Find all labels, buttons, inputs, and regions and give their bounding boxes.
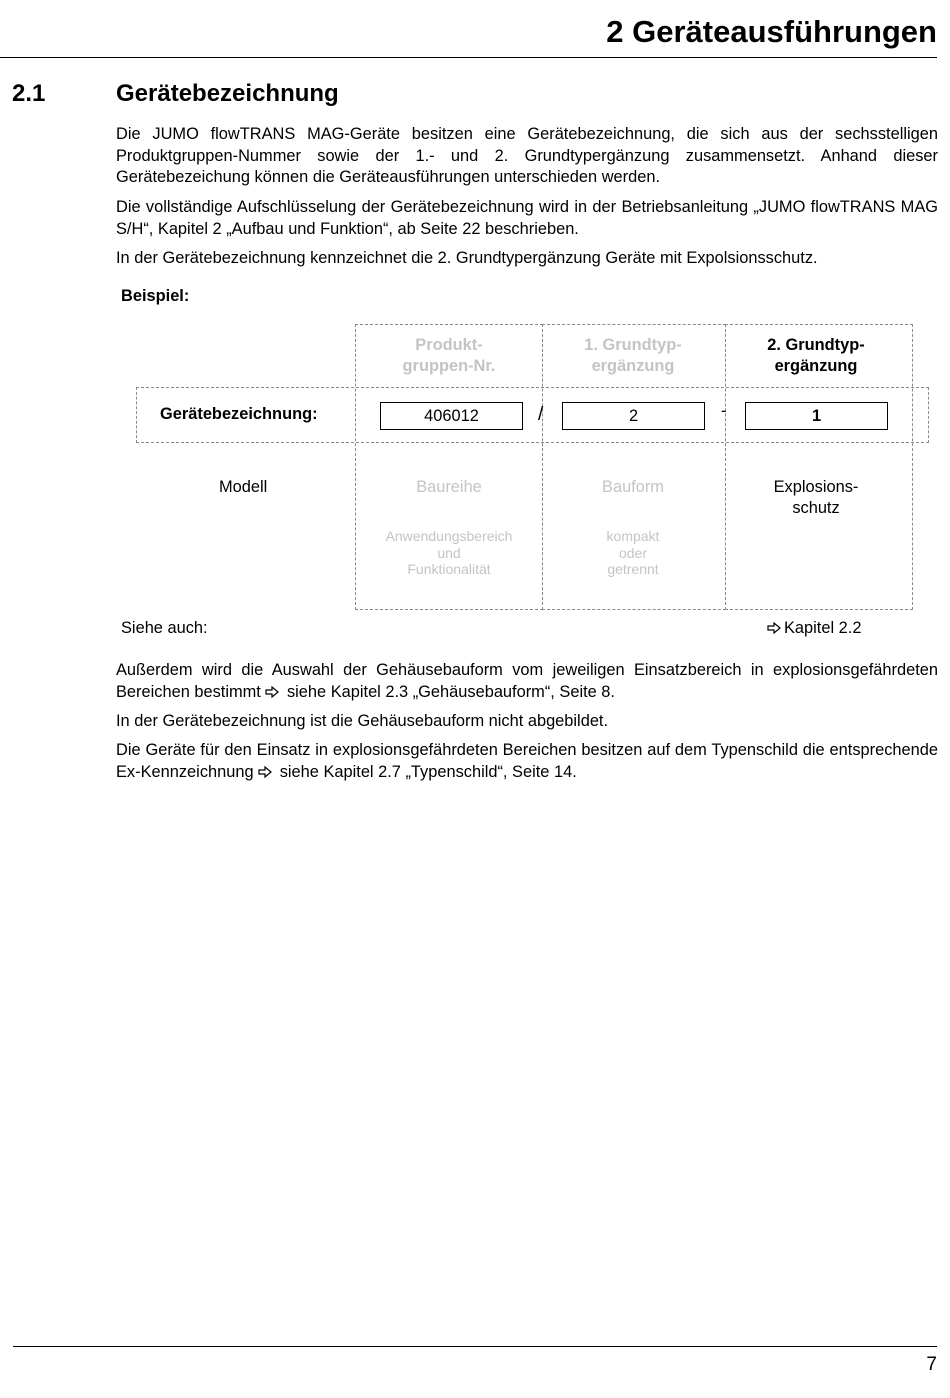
section-title: Gerätebezeichnung (116, 80, 339, 107)
paragraph-reference: Die vollständige Aufschlüsselung der Gerätebezeichnung wird in der Betriebsanleitung „JUMO flowTRANS MAG S/H“, Kapitel 2 „Aufbau und Funktion“, ab Seite 22 beschrieben. (116, 198, 938, 238)
paragraph-text: Die Geräte für den Einsatz in explosionsgefährdeten Bereichen besitzen auf dem Typenschild die entsprechende Ex-Kennzeichnung (116, 741, 938, 781)
detail-line: Anwendungsbereich (385, 528, 513, 544)
paragraph-text: Außerdem wird die Auswahl der Gehäusebauform vom jeweiligen Einsatzbereich in explosionsgefährdeten Bereichen bestimmt (116, 661, 938, 701)
detail-line: Funktionalität (407, 561, 491, 577)
column-head-type-1 (542, 335, 724, 377)
cross-reference-link[interactable]: siehe Kapitel 2.7 „Typenschild“, Seite 14. (279, 762, 577, 781)
detail-line: getrennt (607, 561, 659, 577)
hollow-right-arrow-icon (258, 763, 272, 785)
cross-reference-link[interactable]: siehe Kapitel 2.3 „Gehäusebauform“, Seite 8. (286, 682, 615, 701)
meaning-line: schutz (792, 498, 840, 517)
chapter-title: 2 Geräteausführungen (606, 14, 937, 49)
value-box-type-2: 1 (745, 402, 888, 430)
meaning-series: Baureihe (416, 478, 482, 496)
model-label: Modell (219, 478, 268, 496)
column-head-product-group (356, 335, 542, 377)
see-also-link[interactable] (767, 619, 861, 639)
meaning-line: Explosions- (773, 478, 859, 496)
detail-line: kompakt (606, 528, 660, 544)
paragraph-explosion-protection: In der Gerätebezeichnung kennzeichnet die 2. Grundtypergänzung Geräte mit Expolsionsschutz. (116, 249, 818, 267)
separator-dash: - (721, 402, 727, 420)
paragraph-intro: Die JUMO flowTRANS MAG-Geräte besitzen eine Gerätebezeichnung, die sich aus der sechsstelligen Produktgruppen-Nummer sowie der 1.- und 2. Grundtypergänzung zusammensetzt. Anhand dieser Gerätebezeichung können die Geräteausführungen unterschieden werden. (116, 125, 938, 186)
value-box-type-1: 2 (562, 402, 705, 430)
designation-label: Gerätebezeichnung: (160, 405, 318, 423)
see-also-label: Siehe auch: (121, 619, 208, 637)
column-head-type-2 (726, 335, 906, 377)
paragraph-housing-not-shown: In der Gerätebezeichnung ist die Gehäusebauform nicht abgebildet. (116, 712, 609, 730)
column-head-line: Produkt- (415, 336, 483, 354)
detail-line: oder (618, 544, 648, 561)
meaning-design: Bauform (602, 478, 664, 496)
example-label: Beispiel: (121, 287, 190, 305)
header-rule (0, 57, 937, 58)
page-number: 7 (926, 1354, 937, 1375)
section-number: 2.1 (12, 80, 46, 107)
column-head-line: 1. Grundtyp- (584, 336, 682, 354)
meaning-explosion-protection (726, 477, 906, 518)
column-head-line: gruppen-Nr. (402, 357, 496, 375)
value-box-product-group: 406012 (380, 402, 523, 430)
detail-design (542, 528, 724, 578)
detail-line: und (437, 544, 461, 561)
column-head-line: ergänzung (591, 357, 675, 375)
footer-rule (13, 1346, 937, 1347)
detail-series (356, 528, 542, 578)
column-head-line: ergänzung (774, 357, 858, 375)
paragraph-housing (116, 660, 938, 704)
column-head-line: 2. Grundtyp- (767, 336, 865, 354)
hollow-right-arrow-icon (265, 683, 279, 705)
hollow-right-arrow-icon (767, 620, 781, 639)
see-also-ref-text: Kapitel 2.2 (784, 619, 862, 637)
separator-slash: / (538, 404, 544, 425)
paragraph-ex-marking (116, 740, 938, 784)
